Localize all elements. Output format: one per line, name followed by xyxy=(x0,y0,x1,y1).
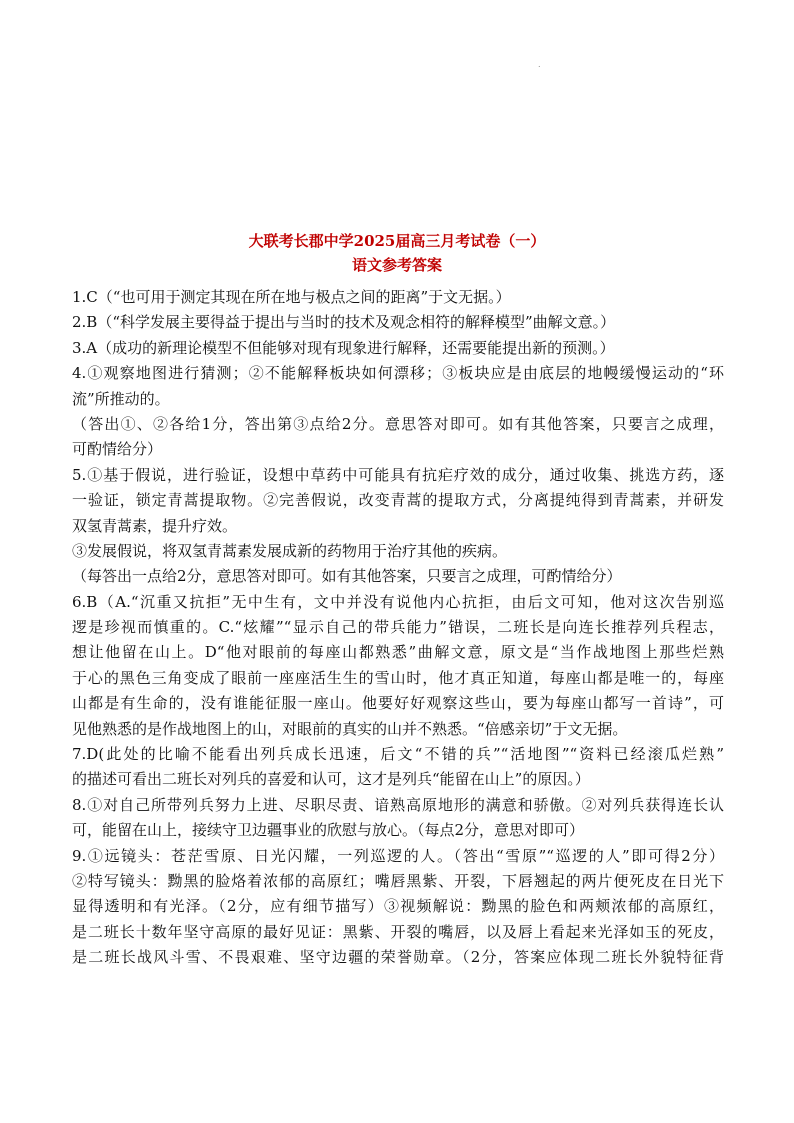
answer-line: 8.①对自己所带列兵努力上进、尽职尽责、谙熟高原地形的满意和骄傲。②对列兵获得连长认 xyxy=(72,795,724,814)
answer-line: 于心的黑色三角变成了眼前一座座活生生的雪山时，他才真正知道，每座山都是唯一的，每座 xyxy=(72,668,724,687)
answer-content xyxy=(72,285,724,971)
answer-line: ③发展假说，将双氢青蒿素发展成新的药物用于治疗其他的疾病。 xyxy=(72,541,508,560)
answer-line: 见他熟悉的是作战地图上的山，对眼前的真实的山并不熟悉。“倍感亲切”于文无据。 xyxy=(72,719,628,738)
answer-line: 逻是珍视而慎重的。C.“炫耀”“显示自己的带兵能力”错误，二班长是向连长推荐列兵程志， xyxy=(72,618,724,637)
answer-line: 流”所推动的。 xyxy=(72,389,170,408)
answer-line: 可，能留在山上，接续守卫边疆事业的欣慰与放心。（每点2分，意思对即可） xyxy=(72,821,585,840)
answer-line: 的描述可看出二班长对列兵的喜爱和认可，这才是列兵“能留在山上”的原因。） xyxy=(72,770,590,789)
answer-line: 是二班长十数年坚守高原的最好见证：黑紫、开裂的嘴唇，以及唇上看起来光泽如玉的死皮， xyxy=(72,922,724,941)
answer-line: 5.①基于假说，进行验证，设想中草药中可能具有抗疟疗效的成分，通过收集、挑选方药，逐 xyxy=(72,465,724,484)
answer-line: 可酌情给分） xyxy=(72,440,163,459)
answer-line: 3.A（成功的新理论模型不但能够对现有现象进行解释，还需要能提出新的预测。） xyxy=(72,338,615,357)
document-subtitle: 语文参考答案 xyxy=(351,256,442,274)
answer-line: 双氢青蒿素，提升疗效。 xyxy=(72,516,238,535)
answer-line: 显得透明和有光泽。（2分，应有细节描写）③视频解说：黝黑的脸色和两颊浓郁的高原红， xyxy=(72,897,724,916)
answer-line: 6.B（A.“沉重又抗拒”无中生有，文中并没有说他内心抗拒，由后文可知，他对这次告别巡 xyxy=(72,592,724,611)
page-dot-mark: . xyxy=(538,60,541,69)
answer-line: 7.D(此处的比喻不能看出列兵成长迅速，后文“不错的兵”“活地图”“资料已经滚瓜烂熟” xyxy=(72,745,724,764)
answer-line: 是二班长战风斗雪、不畏艰难、坚守边疆的荣誉勋章。（2分，答案应体现二班长外貌特征背 xyxy=(72,948,724,967)
answer-line: 一验证，锁定青蒿提取物。②完善假说，改变青蒿的提取方式，分离提纯得到青蒿素，并研发 xyxy=(72,491,724,510)
answer-line: 4.①观察地图进行猜测；②不能解释板块如何漂移；③板块应是由底层的地幔缓慢运动的“环 xyxy=(72,364,724,383)
document-title: 大联考长郡中学2025届高三月考试卷（一） xyxy=(248,232,546,250)
answer-line: （每答出一点给2分，意思答对即可。如有其他答案，只要言之成理，可酌情给分） xyxy=(72,567,622,586)
document-header xyxy=(0,229,794,277)
answer-line: 1.C（“也可用于测定其现在所在地与极点之间的距离”于文无据。） xyxy=(72,288,511,306)
answer-line: ②特写镜头：黝黑的脸烙着浓郁的高原红；嘴唇黑紫、开裂，下唇翘起的两片便死皮在日光下 xyxy=(72,871,724,890)
answer-line: 9.①远镜头：苍茫雪原、日光闪耀，一列巡逻的人。（答出“雪原”“巡逻的人”即可得2分） xyxy=(72,846,724,865)
answer-line: 2.B（“科学发展主要得益于提出与当时的技术及观念相符的解释模型”曲解文意。） xyxy=(72,313,616,332)
answer-line: （答出①、②各给1分，答出第③点给2分。意思答对即可。如有其他答案，只要言之成理， xyxy=(72,414,724,433)
answer-line: 想让他留在山上。D“他对眼前的每座山都熟悉”曲解文意，原文是“当作战地图上那些烂熟 xyxy=(72,643,724,662)
answer-line: 山都是有生命的，没有谁能征服一座山。他要好好观察这些山，要为每座山都写一首诗”，可 xyxy=(72,694,724,713)
